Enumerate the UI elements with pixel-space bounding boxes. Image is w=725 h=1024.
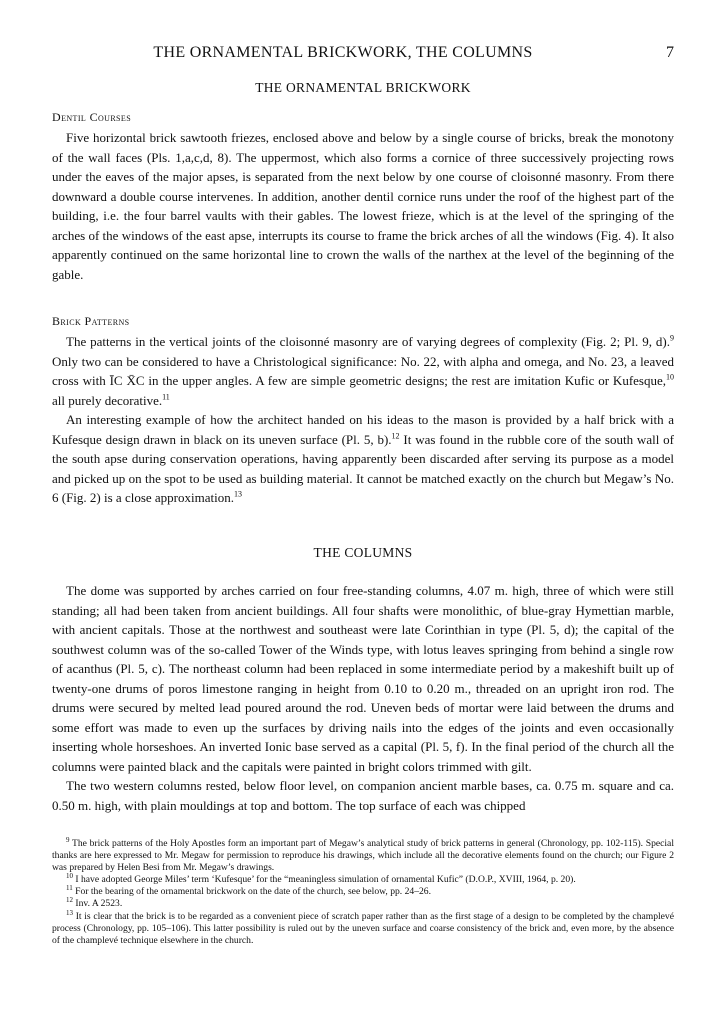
subheading-dentil-courses: Dentil Courses (52, 110, 132, 124)
brick-p1-text-b: Only two can be considered to have a Christological significance: No. 22, with alpha and omega, and No. 23, a leaved cross with ĪC X̄C in the upper angles. A few are simple geometric designs; the rest are imitation Kufic or Kufesque, (52, 353, 674, 388)
footnote-ref-12: 12 (391, 431, 400, 441)
footnote-number: 11 (66, 884, 73, 893)
brick-p1-text-a: The patterns in the vertical joints of the cloisonné masonry are of varying degrees of complexity (Fig. 2; Pl. 9, d). (66, 334, 670, 349)
footnote-text: It is clear that the brick is to be regarded as a convenient piece of scratch paper rather than as the first stage of a design to be completed by the champlevé process (Chronology, pp. 105–106). This latter possibility is ruled out by the uneven surface and coarse consistency of the brick and, even more, by the absence of the champlevé technique elsewhere in the church. (52, 910, 674, 946)
paragraph-brick-patterns-1 (52, 332, 674, 410)
footnote-12 (52, 898, 674, 910)
footnote-ref-10: 10 (666, 372, 674, 382)
brick-p2-text-a: An interesting example of how the architect handed on his ideas to the mason is provided by a half brick with a Kufesque design drawn in black on its uneven surface (Pl. 5, b). (52, 412, 674, 447)
brick-p2-text-b: It was found in the rubble core of the south wall of the south apse during conservation operations, having apparently been discarded after serving its purpose as a model and picked up on the spot to be used as building material. It cannot be matched exactly on the church but Megaw’s No. 6 (Fig. 2) is a close approximation. (52, 431, 674, 505)
running-head-title: THE ORNAMENTAL BRICKWORK, THE COLUMNS (153, 44, 533, 61)
footnote-ref-11: 11 (162, 392, 170, 402)
page-number: 7 (666, 44, 674, 61)
footnote-9 (52, 835, 674, 874)
footnote-10 (52, 874, 674, 886)
running-head (52, 44, 674, 64)
footnote-number: 9 (66, 835, 70, 844)
paragraph-brick-patterns-2 (52, 410, 674, 508)
footnote-text: The brick patterns of the Holy Apostles form an important part of Megaw’s analytical study of brick patterns in general (Chronology, pp. 102-115). Special thanks are here expressed to Mr. Megaw for permission to reproduce his drawings, which include all the decorative elements found on the church; our Figure 2 was prepared by Helen Besi from Mr. Megaw’s drawings. (52, 838, 674, 874)
footnote-text: I have adopted George Miles’ term ‘Kufesque’ for the “meaningless simulation of ornamental Kufic” (D.O.P., XVIII, 1964, p. 20). (75, 874, 576, 886)
paragraph-columns-2: The two western columns rested, below floor level, on companion ancient marble bases, ca. 0.75 m. square and ca. 0.50 m. high, with plain mouldings at top and bottom. The top surface of each was chipped (52, 778, 674, 813)
section-title-the-columns: THE COLUMNS (313, 545, 413, 560)
footnotes (52, 835, 674, 947)
paragraph-dentil-courses: Five horizontal brick sawtooth friezes, enclosed above and below by a single course of bricks, break the monotony of the wall faces (Pls. 1,a,c,d, 8). The uppermost, which also forms a cornice of three successively projecting rows under the eaves of the major apses, is separated from the next below by one course of cloisonné masonry. From there downward a double course intervenes. In addition, another dentil cornice runs under the roof of the highest part of the building, i.e. the four barrel vaults with their gables. The lowest frieze, which is at the level of the springing of the arches of the windows of the east apse, interrupts its course to frame the brick arches of all the windows (Fig. 4). It also apparently continued on the same horizontal line to crown the walls of the narthex at the level of the beginning of the gable. (52, 130, 674, 282)
footnote-number: 13 (66, 908, 73, 917)
footnote-11 (52, 886, 674, 898)
brick-p1-text-c: all purely decorative. (52, 392, 163, 408)
footnote-text: Inv. A 2523. (75, 898, 123, 910)
paragraph-columns-1: The dome was supported by arches carried on four free-standing columns, 4.07 m. high, three of which were still standing; all had been taken from ancient buildings. All four shafts were monolithic, of blue-gray Hymettian marble, with ancient capitals. Those at the northwest and southeast were late Corinthian in type (Pl. 5, d); the capital of the southwest column was of the so-called Tower of the Winds type, with lotus leaves springing from behind a single row of acanthus (Pl. 5, c). The northeast column had been replaced in some intermediate period by a makeshift built up of twenty-one drums of poros limestone ranging in height from 0.10 to 0.20 m., threaded on an upright iron rod. The drums were secured by melted lead poured around the rod. Uneven beds of mortar were laid between the drums and some effort was made to even up the surfaces by driving nails into the edges of the joints and even occasionally inserting whole horseshoes. An inverted Ionic base served as a capital (Pl. 5, f). In the final period of the church all the columns were painted black and the capitals were painted in bright colors trimmed with gilt. (52, 583, 674, 774)
footnote-number: 12 (66, 896, 73, 905)
footnote-ref-9: 9 (670, 333, 674, 343)
section-title-ornamental-brickwork: THE ORNAMENTAL BRICKWORK (255, 80, 471, 95)
footnote-number: 10 (66, 872, 73, 881)
footnote-ref-13: 13 (233, 489, 242, 499)
subheading-brick-patterns: Brick Patterns (52, 314, 130, 328)
footnote-text: For the bearing of the ornamental brickwork on the date of the church, see below, pp. 24–26. (75, 886, 431, 898)
footnote-13 (52, 908, 674, 947)
